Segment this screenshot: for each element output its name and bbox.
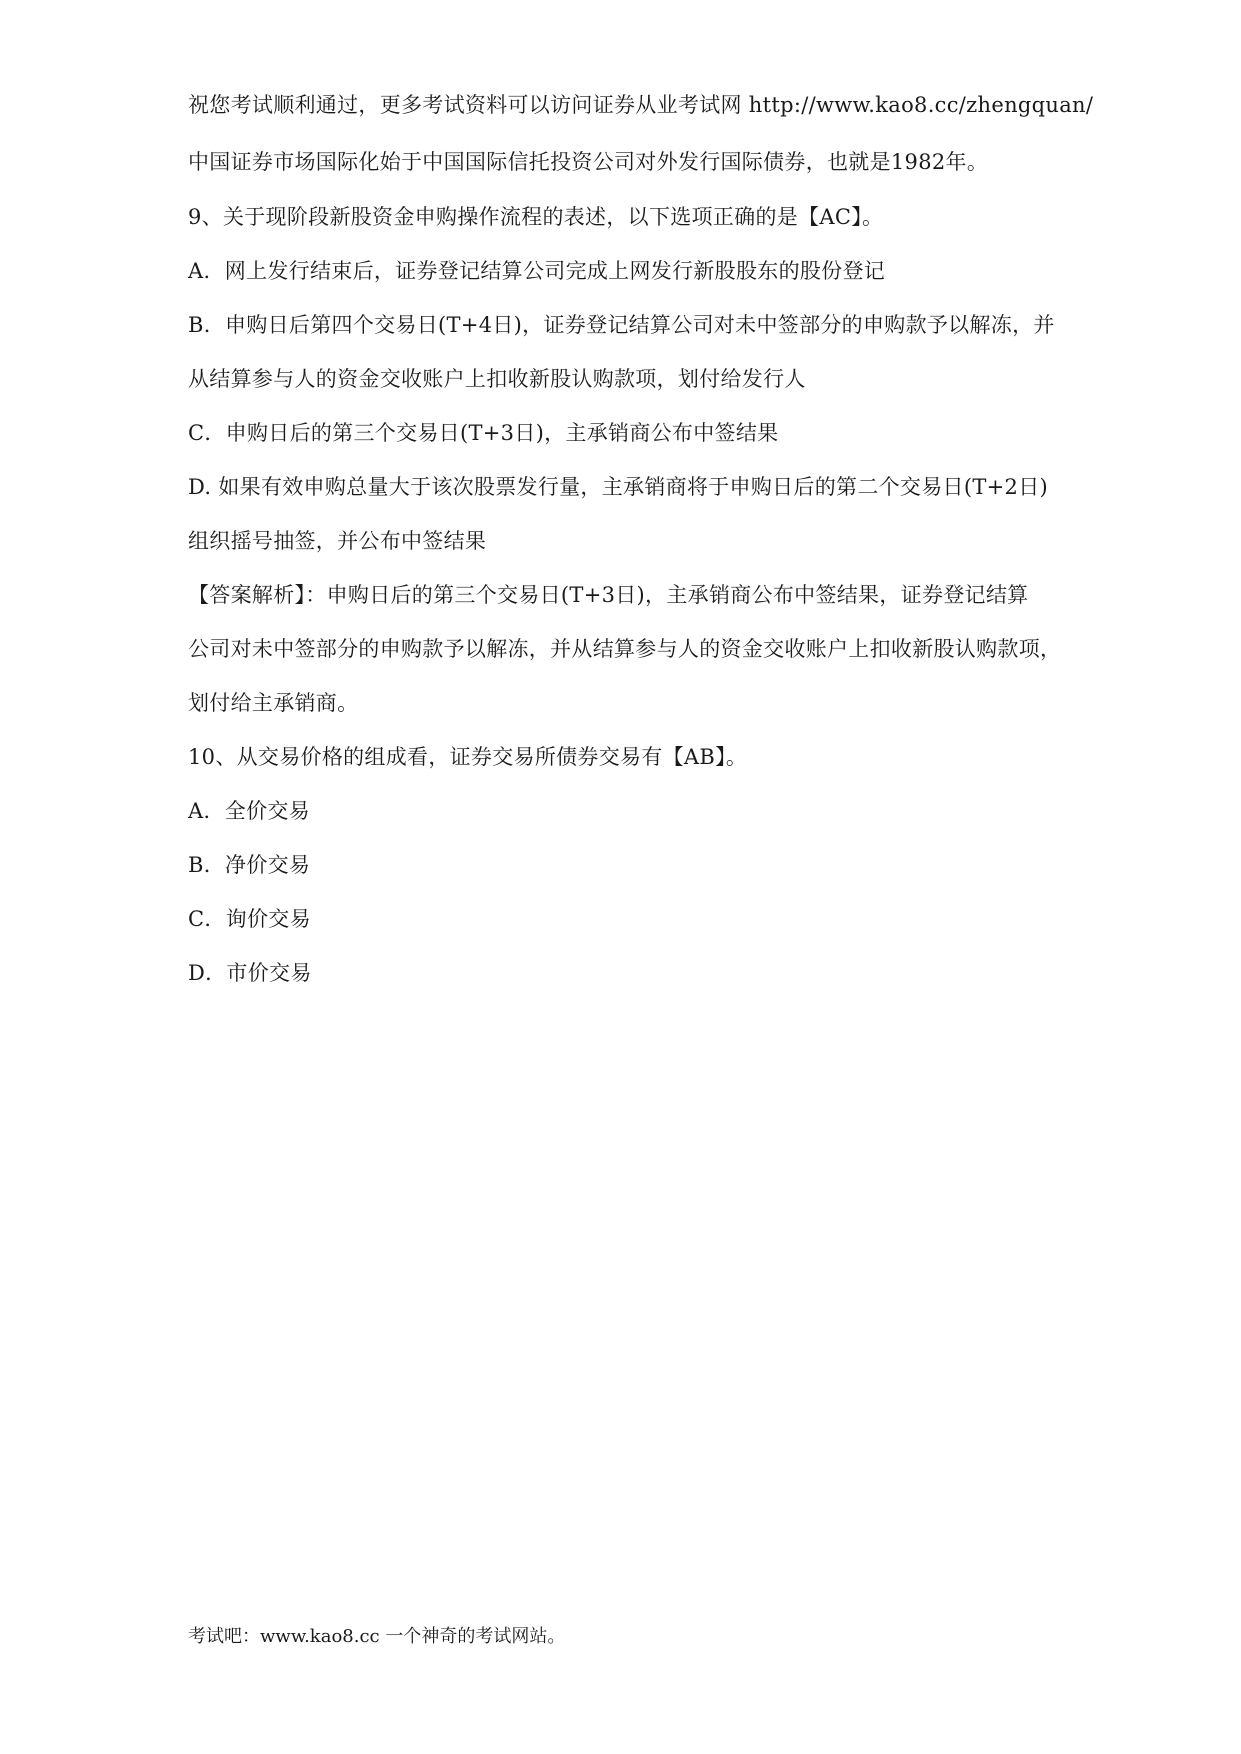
- question-9: 9、关于现阶段新股资金申购操作流程的表述，以下选项正确的是【AC】。: [188, 205, 884, 229]
- q9-analysis-line1: 【答案解析】：申购日后的第三个交易日(T+3日)，主承销商公布中签结果，证券登记结算: [188, 583, 1029, 607]
- q9-analysis-line3: 划付给主承销商。: [188, 691, 359, 715]
- q9-option-c: C．申购日后的第三个交易日(T+3日)，主承销商公布中签结果: [188, 421, 779, 445]
- header-line: 祝您考试顺利通过，更多考试资料可以访问证券从业考试网 http://www.kao8.cc/zhengquan/: [188, 93, 1094, 117]
- q9-option-a: A．网上发行结束后，证券登记结算公司完成上网发行新股股东的股份登记: [188, 259, 886, 283]
- q10-option-b: B．净价交易: [188, 853, 311, 877]
- q9-option-b-line2: 从结算参与人的资金交收账户上扣收新股认购款项，划付给发行人: [188, 367, 806, 391]
- q9-analysis-line2: 公司对未中签部分的申购款予以解冻，并从结算参与人的资金交收账户上扣收新股认购款项，: [188, 637, 1062, 661]
- q9-option-d-line2: 组织摇号抽签，并公布中签结果: [188, 529, 487, 553]
- q10-option-d: D．市价交易: [188, 961, 312, 985]
- q10-option-a: A．全价交易: [188, 799, 310, 823]
- q10-option-c: C．询价交易: [188, 907, 311, 931]
- q9-option-d-line1: D. 如果有效申购总量大于该次股票发行量，主承销商将于申购日后的第二个交易日(T+2日): [188, 475, 1048, 499]
- q9-option-b-line1: B．申购日后第四个交易日(T+4日)，证券登记结算公司对未中签部分的申购款予以解冻，并: [188, 313, 1055, 337]
- intro-line: 中国证券市场国际化始于中国国际信托投资公司对外发行国际债券，也就是1982年。: [188, 150, 989, 174]
- question-10: 10、从交易价格的组成看，证券交易所债券交易有【AB】。: [188, 745, 748, 769]
- page-footer: 考试吧：www.kao8.cc 一个神奇的考试网站。: [188, 1626, 566, 1647]
